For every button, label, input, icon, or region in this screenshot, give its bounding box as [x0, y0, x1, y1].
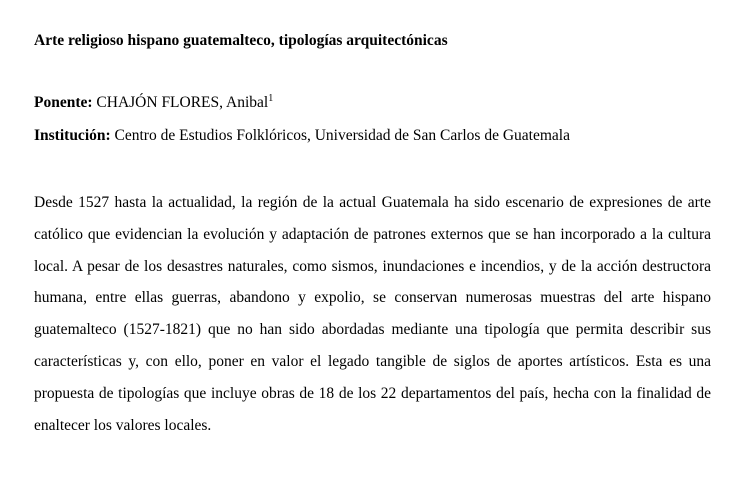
- presenter-label: Ponente:: [34, 94, 93, 111]
- institution-label: Institución:: [34, 127, 111, 144]
- abstract-paragraph: Desde 1527 hasta la actualidad, la región de la actual Guatemala ha sido escenario de expresiones de arte católico que evidencian la evolución y adaptación de patrones externos que se han incorporado a la cultura local. A pesar de los desastres naturales, como sismos, inundaciones e incendios, y de la acción destructora humana, entre ellas guerras, abandono y expolio, se conservan numerosas muestras del arte hispano guatemalteco (1527-1821) que no han sido abordadas mediante una tipología que permita describir sus características y, con ello, poner en valor el legado tangible de siglos de aportes artísticos. Esta es una propuesta de tipologías que incluye obras de 18 de los 22 departamentos del país, hecha con la finalidad de enaltecer los valores locales.: [34, 194, 711, 434]
- institution-line: [34, 127, 570, 145]
- document-title: Arte religioso hispano guatemalteco, tipologías arquitectónicas: [34, 32, 448, 49]
- presenter-line: [34, 94, 273, 112]
- institution-name: Centro de Estudios Folklóricos, Universidad de San Carlos de Guatemala: [114, 127, 570, 144]
- presenter-name: CHAJÓN FLORES, Anibal: [96, 94, 269, 111]
- footnote-marker: 1: [268, 93, 274, 104]
